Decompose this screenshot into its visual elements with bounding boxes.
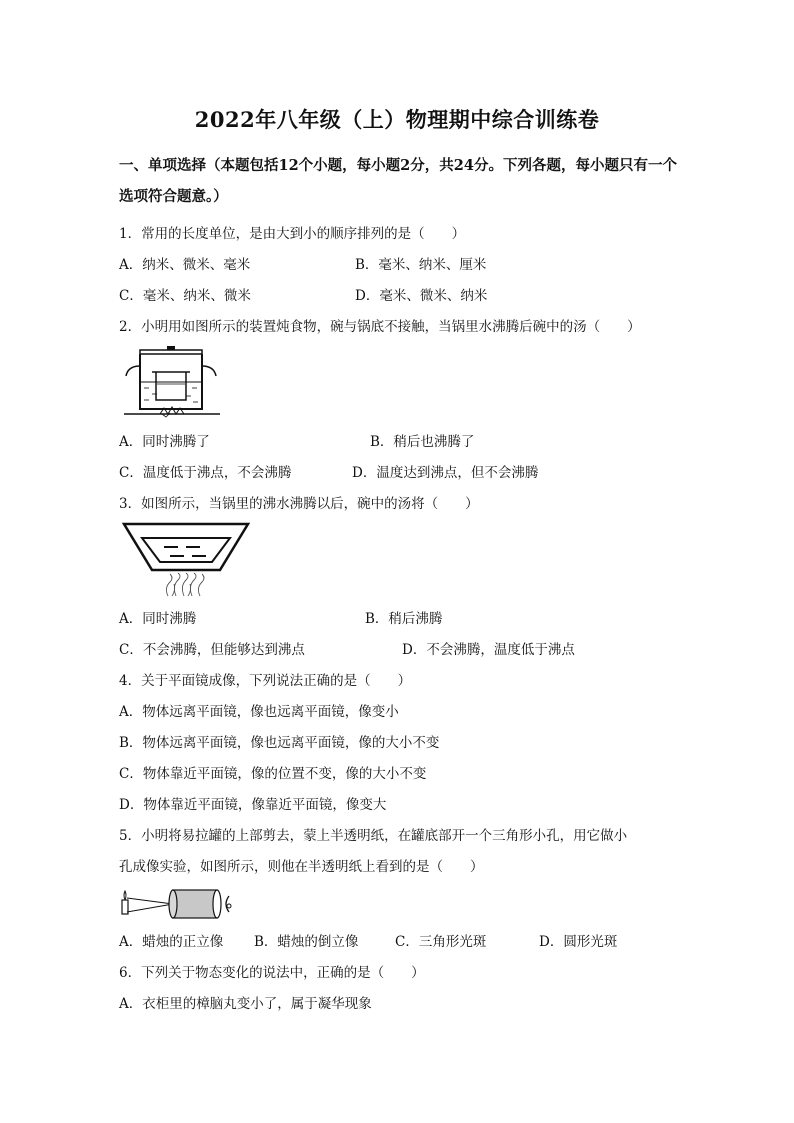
- q5-option-b: B．蜡烛的倒立像: [254, 934, 359, 950]
- q1-stem: 1．常用的长度单位，是由大到小的顺序排列的是（ ）: [119, 226, 466, 242]
- q5-option-a: A．蜡烛的正立像: [119, 934, 224, 950]
- q5-option-c: C．三角形光斑: [395, 934, 487, 950]
- q2-option-d: D．温度达到沸点，但不会沸腾: [352, 465, 539, 481]
- page-title: 2022年八年级（上）物理期中综合训练卷: [194, 107, 600, 132]
- q6-option-a: A．衣柜里的樟脑丸变小了，属于凝华现象: [119, 996, 372, 1012]
- q2-option-b: B．稍后也沸腾了: [370, 434, 475, 450]
- q5-stem-line1: 5．小明将易拉罐的上部剪去，蒙上半透明纸，在罐底部开一个三角形小孔，用它做小: [119, 828, 628, 844]
- q2-option-c: C．温度低于沸点，不会沸腾: [119, 465, 292, 481]
- q5-figure-pinhole-camera: [119, 884, 239, 922]
- q1-option-d: D．毫米、微米、纳米: [355, 288, 488, 304]
- q6-stem: 6．下列关于物态变化的说法中，正确的是（ ）: [119, 965, 425, 981]
- q4-option-b: B．物体远离平面镜，像也远离平面镜，像的大小不变: [119, 735, 440, 751]
- q5-option-d: D．圆形光斑: [539, 934, 618, 950]
- q3-option-a: A．同时沸腾: [119, 611, 197, 627]
- q4-option-c: C．物体靠近平面镜，像的位置不变，像的大小不变: [119, 766, 427, 782]
- q2-figure-pot: [122, 344, 222, 419]
- q2-stem: 2．小明用如图所示的装置炖食物，碗与锅底不接触，当锅里水沸腾后碗中的汤（ ）: [119, 319, 641, 335]
- q2-option-a: A．同时沸腾了: [119, 434, 210, 450]
- section-heading: 一、单项选择（本题包括12个小题，每小题2分，共24分。下列各题，每小题只有一个选项符合题意。）: [119, 157, 677, 205]
- q3-figure-bowl-in-pot: [120, 520, 252, 598]
- q1-option-a: A．纳米、微米、毫米: [119, 257, 251, 273]
- q3-option-c: C．不会沸腾，但能够达到沸点: [119, 642, 305, 658]
- q3-option-d: D．不会沸腾，温度低于沸点: [402, 642, 575, 658]
- q1-option-c: C．毫米、纳米、微米: [119, 288, 251, 304]
- q4-stem: 4．关于平面镜成像，下列说法正确的是（ ）: [119, 673, 412, 689]
- q3-option-b: B．稍后沸腾: [365, 611, 443, 627]
- q5-stem-line2: 孔成像实验，如图所示，则他在半透明纸上看到的是（ ）: [119, 859, 484, 875]
- q1-option-b: B．毫米、纳米、厘米: [355, 257, 487, 273]
- q4-option-d: D．物体靠近平面镜，像靠近平面镜，像变大: [119, 797, 387, 813]
- q4-option-a: A．物体远离平面镜，像也远离平面镜，像变小: [119, 704, 399, 720]
- q3-stem: 3．如图所示，当锅里的沸水沸腾以后，碗中的汤将（ ）: [119, 496, 479, 512]
